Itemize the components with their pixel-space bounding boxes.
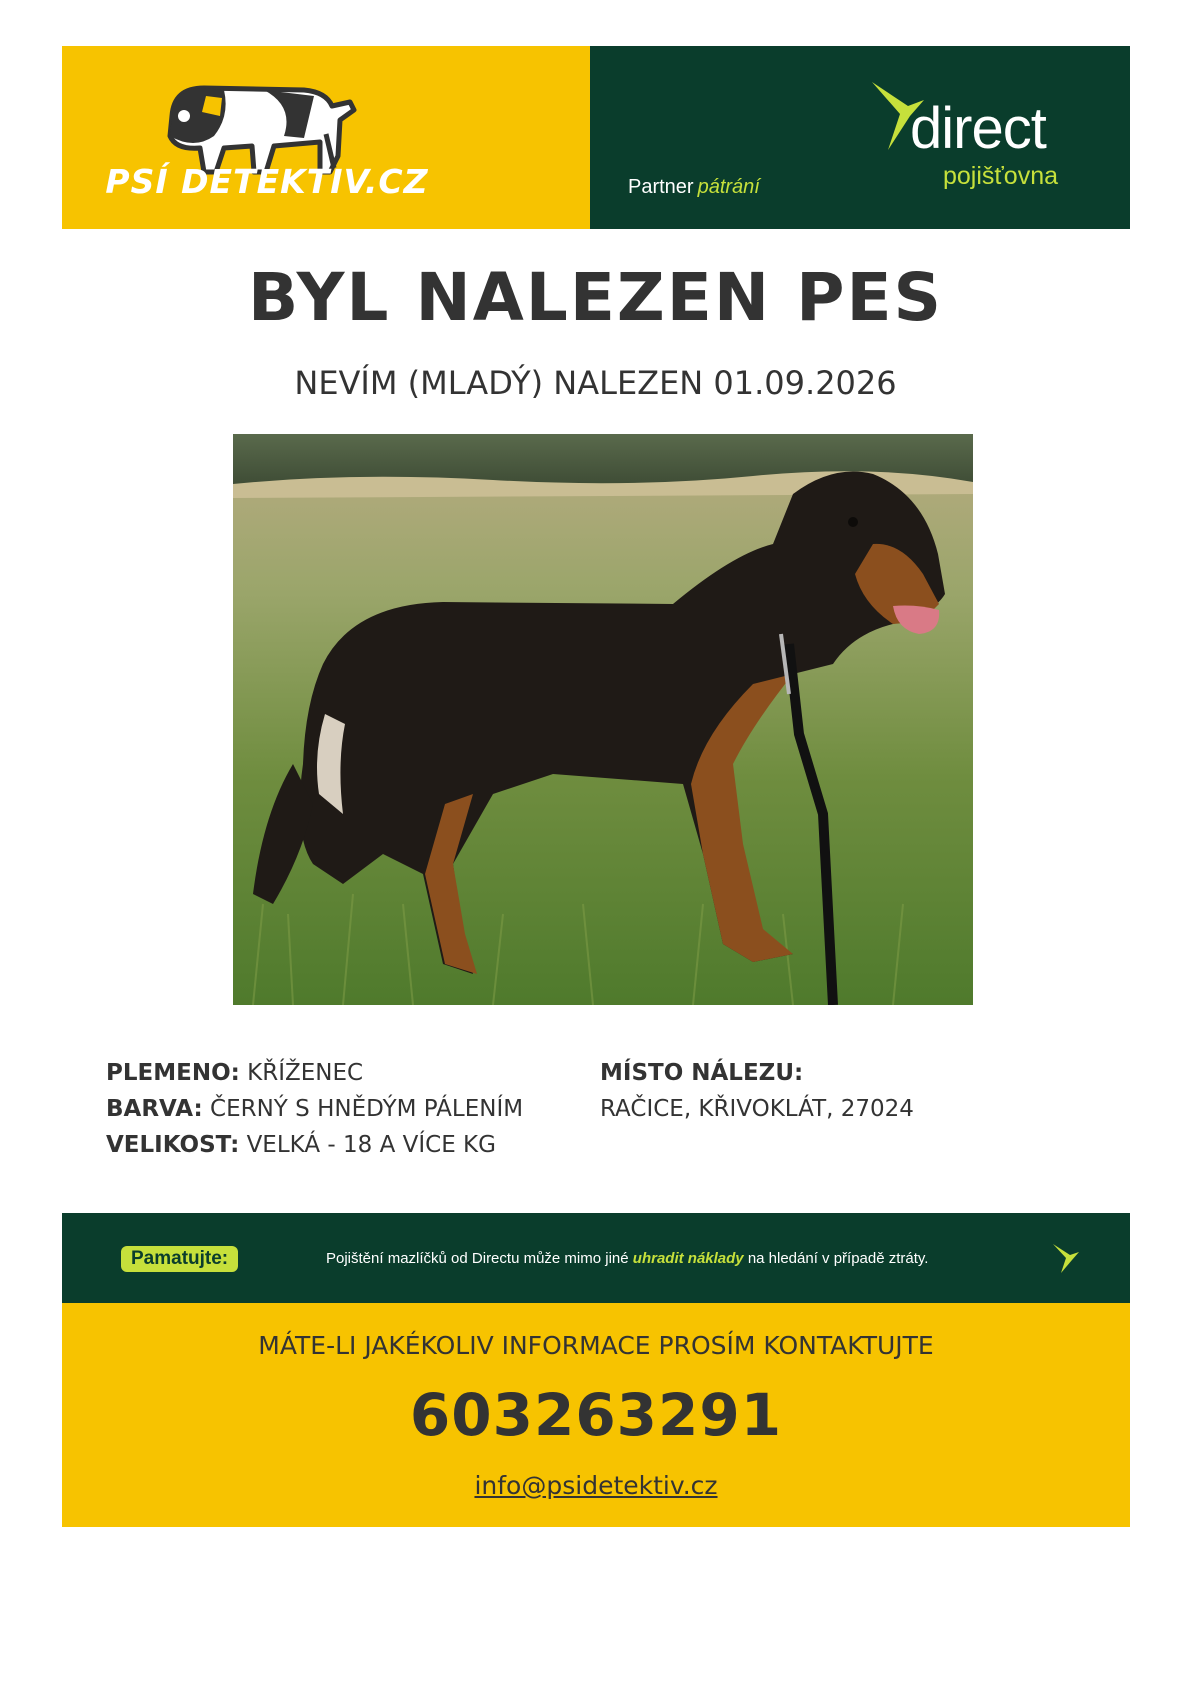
page-title: BYL NALEZEN PES [247,259,944,336]
partner-label [628,176,760,199]
insurance-banner [62,1213,1130,1303]
detail-color [106,1091,523,1127]
contact-phone[interactable]: 603263291 [409,1381,783,1449]
sponsor-panel [590,46,1130,229]
contact-lead: MÁTE-LI JAKÉKOLIV INFORMACE PROSÍM KONTAKTUJTE [258,1331,934,1360]
detail-breed [106,1055,523,1091]
place-label: MÍSTO NÁLEZU: [600,1060,804,1086]
dog-photo-icon [233,434,973,1005]
place-value: RAČICE, KŘIVOKLÁT, 27024 [600,1096,914,1122]
color-value: ČERNÝ S HNĚDÝM PÁLENÍM [210,1096,524,1122]
sponsor-name: direct [910,96,1046,161]
detail-size [106,1127,523,1163]
contact-section [62,1303,1130,1527]
breed-value: KŘÍŽENEC [247,1060,364,1086]
banner-text-before: Pojištění mazlíčků od Directu může mimo jiné [326,1250,629,1267]
banner-text [326,1250,928,1268]
header [62,46,1130,229]
partner-word: Partner [628,176,694,198]
direct-arrow-icon [1052,1243,1080,1273]
banner-text-highlight: uhradit náklady [632,1250,744,1267]
dog-logo-icon [154,76,374,176]
details-right [600,1055,914,1127]
size-value: VELKÁ - 18 A VÍCE KG [246,1132,496,1158]
color-label: BARVA: [106,1096,203,1122]
brand-panel [62,46,590,229]
dog-photo [233,434,973,1005]
page-subtitle: NEVÍM (MLADÝ) NALEZEN 01.09.2026 [294,364,897,402]
details-left [106,1055,523,1163]
breed-label: PLEMENO: [106,1060,240,1086]
brand-logo-text: PSÍ DETEKTIV.CZ [105,162,429,201]
size-label: VELIKOST: [106,1132,240,1158]
contact-email-link[interactable]: info@psidetektiv.cz [474,1471,718,1500]
remember-pill: Pamatujte: [121,1246,238,1272]
sponsor-sub: pojišťovna [943,162,1059,190]
partner-accent: pátrání [697,176,760,198]
banner-text-after: na hledání v případě ztráty. [747,1250,929,1267]
